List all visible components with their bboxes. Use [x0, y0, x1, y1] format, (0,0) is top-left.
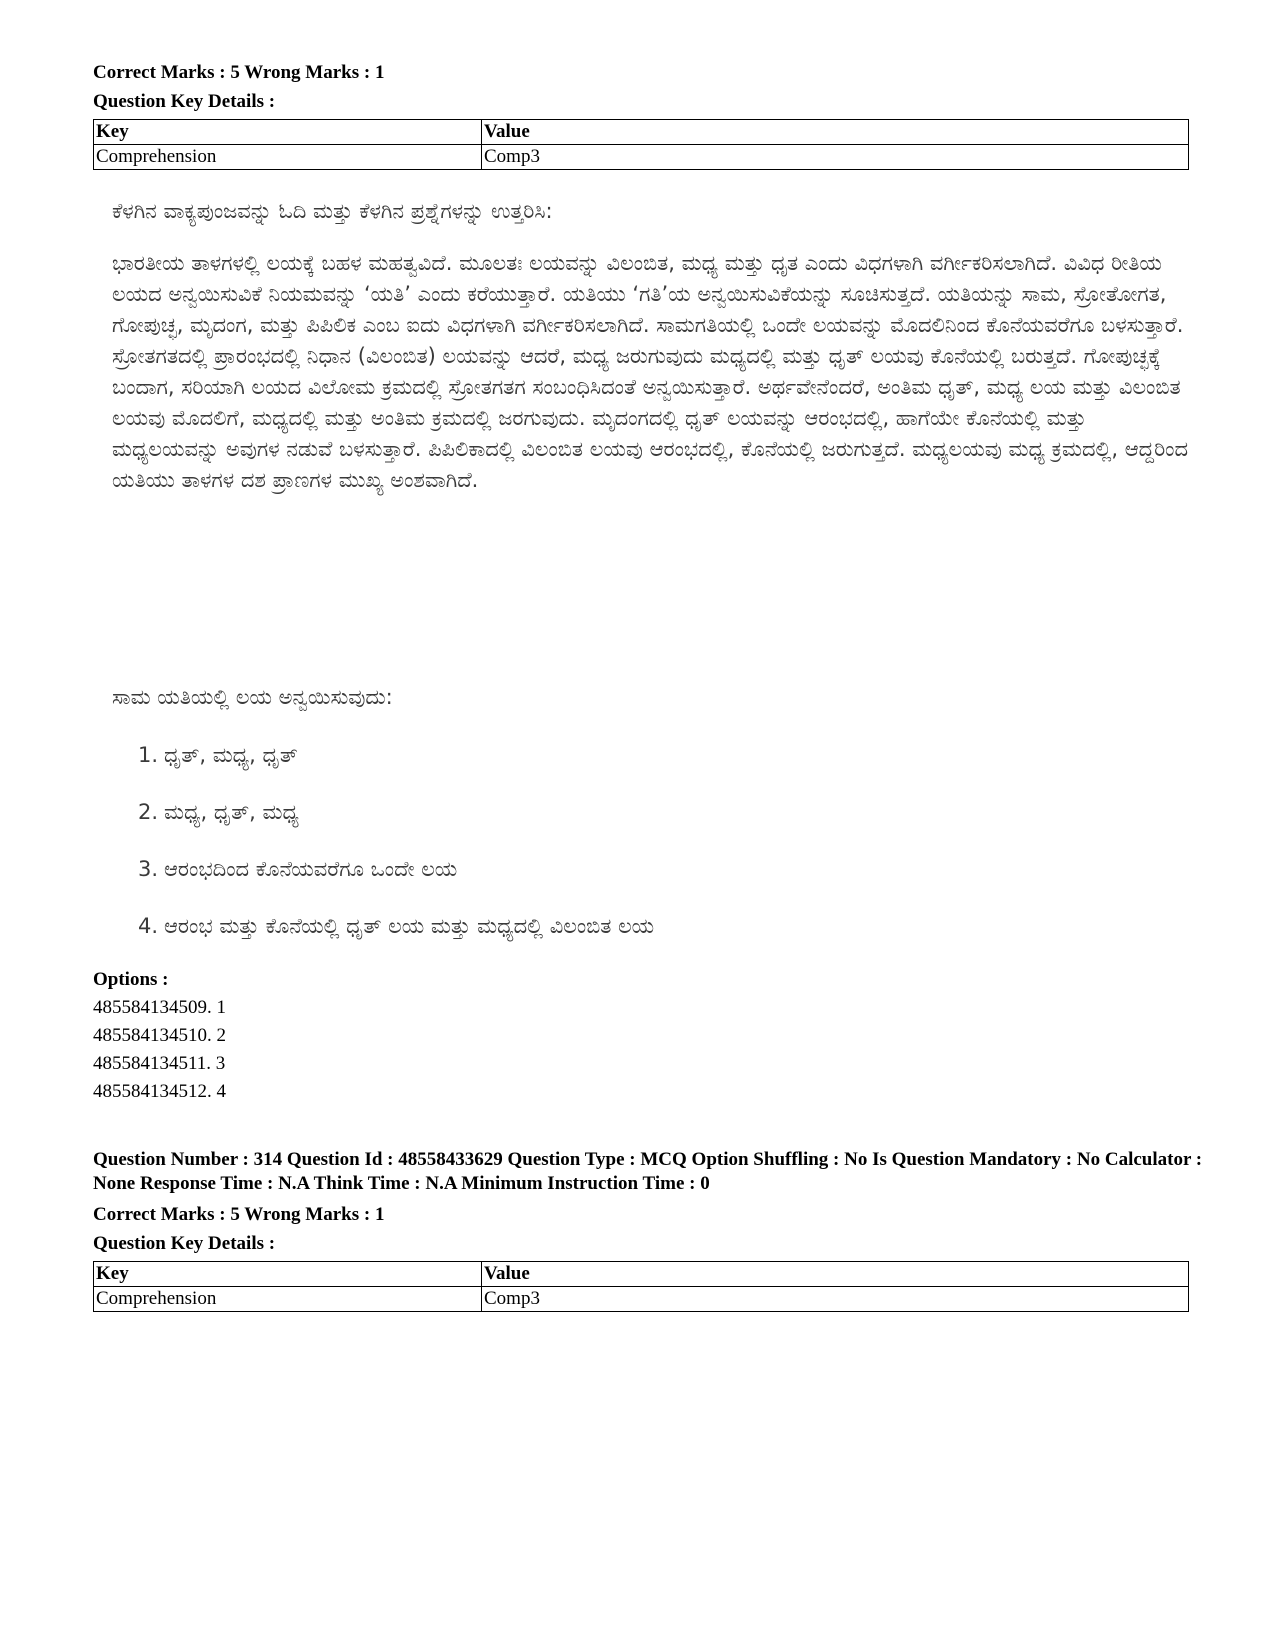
question-stem: ಸಾಮ ಯತಿಯಲ್ಲಿ ಲಯ ಅನ್ವಯಿಸುವುದು: — [112, 685, 393, 709]
choice-number: 1. — [138, 743, 159, 767]
choice-item — [138, 854, 457, 884]
option-id-line: 485584134511. 3 — [93, 1053, 226, 1074]
table-row — [94, 145, 1189, 170]
key-details-label: Question Key Details : — [93, 91, 276, 112]
choice-text: ಆರಂಭದಿಂದ ಕೊನೆಯವರೆಗೂ ಒಂದೇ ಲಯ — [164, 857, 458, 881]
key-details-table — [93, 119, 1189, 170]
key-details-table — [93, 1261, 1189, 1312]
choice-number: 3. — [138, 857, 159, 881]
choice-item — [138, 911, 654, 941]
question-meta: Question Number : 314 Question Id : 48558433629 Question Type : MCQ Option Shuffling : No Is Question Mandatory : No Calculator : None Response Time : N.A Think Time : N.A Minimum Instruction Time : 0 — [93, 1149, 1203, 1194]
comprehension-passage: ಭಾರತೀಯ ತಾಳಗಳಲ್ಲಿ ಲಯಕ್ಕೆ ಬಹಳ ಮಹತ್ವವಿದೆ. ಮೂಲತಃ ಲಯವನ್ನು ವಿಲಂಬಿತ, ಮಧ್ಯ ಮತ್ತು ಧೃತ ಎಂದು ವಿಧಗಳಾಗಿ ವರ್ಗೀಕರಿಸಲಾಗಿದೆ. ವಿವಿಧ ರೀತಿಯ ಲಯದ ಅನ್ವಯಿಸುವಿಕೆ ನಿಯಮವನ್ನು ‘ಯತಿ’ ಎಂದು ಕರೆಯುತ್ತಾರೆ. ಯತಿಯು ‘ಗತಿ’ಯ ಅನ್ವಯಿಸುವಿಕೆಯನ್ನು ಸೂಚಿಸುತ್ತದೆ. ಯತಿಯನ್ನು ಸಾಮ, ಸ್ರೋತೋಗತ, ಗೋಪುಚ್ಛ, ಮೃದಂಗ, ಮತ್ತು ಪಿಪಿಲಿಕ ಎಂಬ ಐದು ವಿಧಗಳಾಗಿ ವರ್ಗೀಕರಿಸಲಾಗಿದೆ. ಸಾಮಗತಿಯಲ್ಲಿ ಒಂದೇ ಲಯವನ್ನು ಮೊದಲಿನಿಂದ ಕೊನೆಯವರೆಗೂ ಬಳಸುತ್ತಾರೆ. ಸ್ರೋತಗತದಲ್ಲಿ ಪ್ರಾರಂಭದಲ್ಲಿ ನಿಧಾನ (ವಿಲಂಬಿತ) ಲಯವನ್ನು ಆದರೆ, ಮಧ್ಯ ಜರುಗುವುದು ಮಧ್ಯದಲ್ಲಿ ಮತ್ತು ಧೃತ್ ಲಯವು ಕೊನೆಯಲ್ಲಿ ಬರುತ್ತದೆ. ಗೋಪುಚ್ಛಕ್ಕೆ ಬಂದಾಗ, ಸರಿಯಾಗಿ ಲಯದ ವಿಲೋಮ ಕ್ರಮದಲ್ಲಿ ಸ್ರೋತಗತಗ ಸಂಬಂಧಿಸಿದಂತೆ ಅನ್ವಯಿಸುತ್ತಾರೆ. ಅರ್ಥವೇನೆಂದರೆ, ಅಂತಿಮ ಧೃತ್, ಮಧ್ಯ ಲಯ ಮತ್ತು ವಿಲಂಬಿತ ಲಯವು ಮೊದಲಿಗೆ, ಮಧ್ಯದಲ್ಲಿ ಮತ್ತು ಅಂತಿಮ ಕ್ರಮದಲ್ಲಿ ಜರಗುವುದು. ಮೃದಂಗದಲ್ಲಿ ಧೃತ್ ಲಯವನ್ನು ಆರಂಭದಲ್ಲಿ, ಹಾಗೆಯೇ ಕೊನೆಯಲ್ಲಿ ಮತ್ತು ಮಧ್ಯಲಯವನ್ನು ಅವುಗಳ ನಡುವೆ ಬಳಸುತ್ತಾರೆ. ಪಿಪಿಲಿಕಾದಲ್ಲಿ ವಿಲಂಬಿತ ಲಯವು ಆರಂಭದಲ್ಲಿ, ಕೊನೆಯಲ್ಲಿ ಜರುಗುತ್ತದೆ. ಮಧ್ಯಲಯವು ಮಧ್ಯ ಕ್ರಮದಲ್ಲಿ, ಆದ್ದರಿಂದ ಯತಿಯು ತಾಳಗಳ ದಶ ಪ್ರಾಣಗಳ ಮುಖ್ಯ ಅಂಶವಾಗಿದೆ. — [112, 251, 1189, 492]
option-id-line: 485584134509. 1 — [93, 997, 226, 1018]
choice-text: ಮಧ್ಯ, ಧೃತ್, ಮಧ್ಯ — [164, 800, 299, 824]
marks-line: Correct Marks : 5 Wrong Marks : 1 — [93, 62, 385, 83]
choice-number: 4. — [138, 914, 159, 938]
table-header-row — [94, 1262, 1189, 1287]
table-header-row — [94, 120, 1189, 145]
table-cell-value: Comp3 — [482, 145, 1189, 170]
option-id-line: 485584134512. 4 — [93, 1081, 226, 1102]
table-cell-key: Comprehension — [94, 1287, 482, 1312]
key-details-label: Question Key Details : — [93, 1233, 276, 1254]
table-cell-value: Comp3 — [482, 1287, 1189, 1312]
marks-line: Correct Marks : 5 Wrong Marks : 1 — [93, 1204, 385, 1225]
choice-item — [138, 740, 298, 770]
table-header-key: Key — [94, 120, 482, 145]
table-header-value: Value — [482, 120, 1189, 145]
table-cell-key: Comprehension — [94, 145, 482, 170]
choice-item — [138, 797, 299, 827]
comprehension-instruction: ಕೆಳಗಿನ ವಾಕ್ಯಪುಂಜವನ್ನು ಓದಿ ಮತ್ತು ಕೆಳಗಿನ ಪ್ರಶ್ನೆಗಳನ್ನು ಉತ್ತರಿಸಿ: — [112, 199, 553, 223]
choice-number: 2. — [138, 800, 159, 824]
options-title: Options : — [93, 969, 169, 990]
table-row — [94, 1287, 1189, 1312]
table-header-key: Key — [94, 1262, 482, 1287]
table-header-value: Value — [482, 1262, 1189, 1287]
choice-text: ಆರಂಭ ಮತ್ತು ಕೊನೆಯಲ್ಲಿ ಧೃತ್ ಲಯ ಮತ್ತು ಮಧ್ಯದಲ್ಲಿ ವಿಲಂಬಿತ ಲಯ — [164, 914, 655, 938]
choice-text: ಧೃತ್, ಮಧ್ಯ, ಧೃತ್ — [164, 743, 298, 767]
option-id-line: 485584134510. 2 — [93, 1025, 226, 1046]
